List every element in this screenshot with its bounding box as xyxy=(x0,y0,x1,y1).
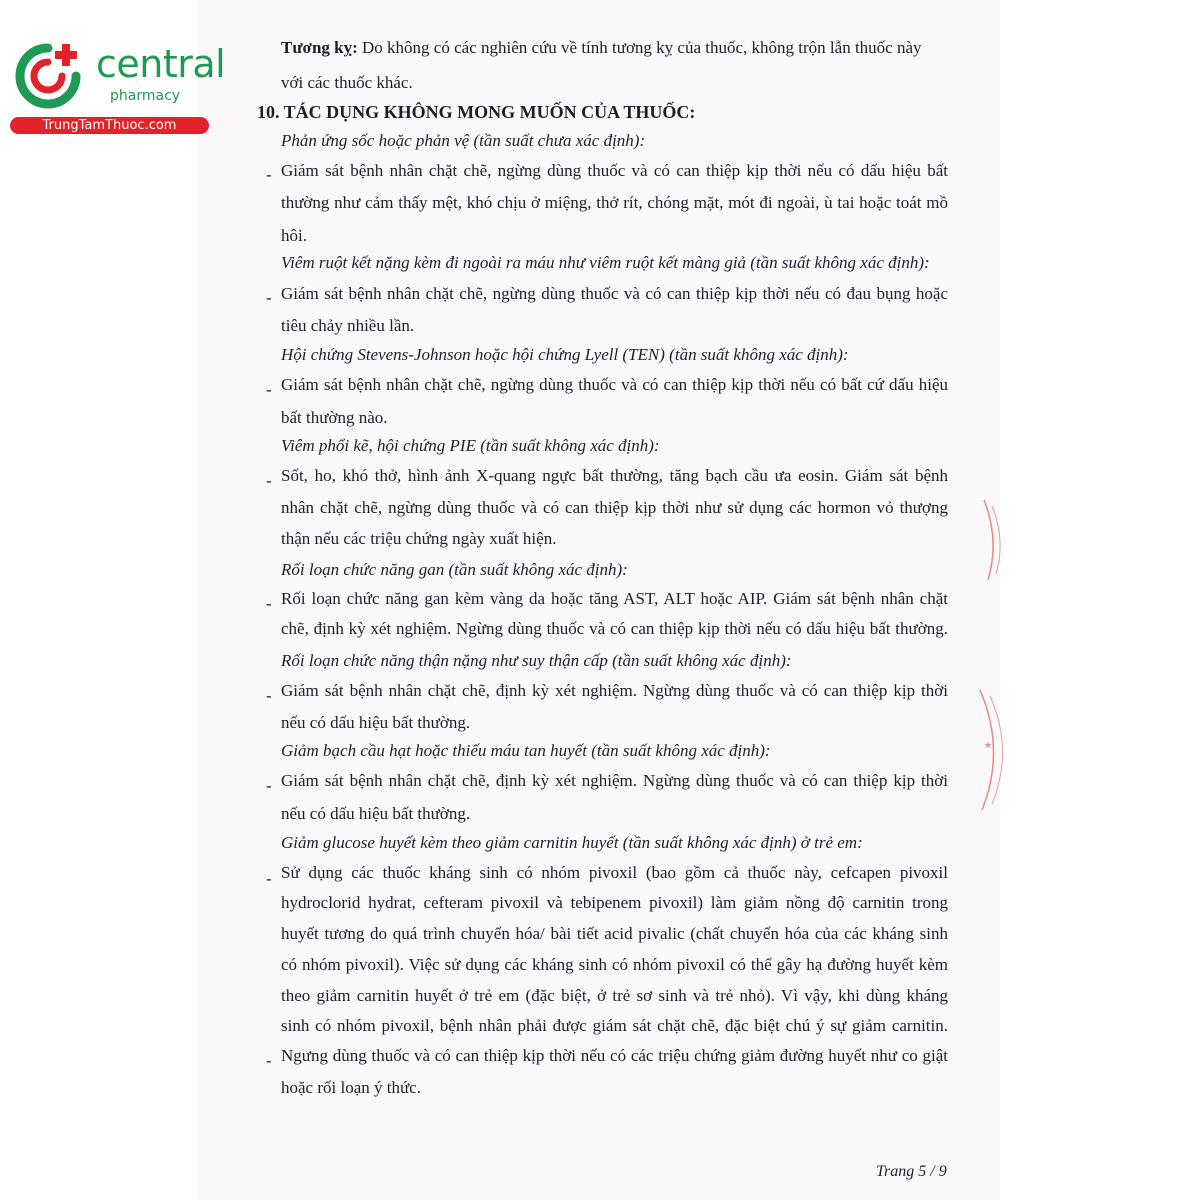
subsection-title: Rối loạn chức năng gan (tần suất không xác định): xyxy=(281,560,628,579)
subsection-title: Phản ứng sốc hoặc phản vệ (tần suất chưa xác định): xyxy=(281,131,646,150)
paragraph-line: Sốt, ho, khó thở, hình ảnh X-quang ngực bất thường, tăng bạch cầu ưa eosin. Giám sát bệnh xyxy=(281,466,948,485)
paragraph-line: hydroclorid hydrat, cefteram pivoxil và tebipenem pivoxil) làm giảm nồng độ carnitin trong xyxy=(281,893,948,912)
subsection-title: Giảm bạch cầu hạt hoặc thiếu máu tan huyết (tần suất không xác định): xyxy=(281,741,771,760)
paragraph-line: sinh có nhóm pivoxil, bệnh nhân phải được giám sát chặt chẽ, đặc biệt chú ý sự giảm carnitin. xyxy=(281,1016,948,1035)
subsection-title: Hội chứng Stevens-Johnson hoặc hội chứng Lyell (TEN) (tần suất không xác định): xyxy=(281,345,849,364)
subsection-title: Giảm glucose huyết kèm theo giảm carnitin huyết (tần suất không xác định) ở trẻ em: xyxy=(281,833,863,852)
paragraph-line: Giám sát bệnh nhân chặt chẽ, ngừng dùng thuốc và có can thiệp kịp thời nếu có dấu hiệu bất xyxy=(281,161,948,180)
bullet: - xyxy=(266,1051,272,1070)
bullet: - xyxy=(266,594,272,613)
page-number: Trang 5 / 9 xyxy=(876,1163,947,1180)
subsection-title: Rối loạn chức năng thận nặng như suy thận cấp (tần suất không xác định): xyxy=(281,651,792,670)
bullet: - xyxy=(266,686,272,705)
paragraph-line: Giám sát bệnh nhân chặt chẽ, ngừng dùng thuốc và có can thiệp kịp thời nếu có đau bụng hoặc xyxy=(281,284,948,303)
section-heading: 10. TÁC DỤNG KHÔNG MONG MUỐN CỦA THUỐC: xyxy=(257,102,696,122)
bullet: - xyxy=(266,776,272,795)
paragraph-line: bất thường nào. xyxy=(281,408,388,427)
compat-text: Do không có các nghiên cứu về tính tương kỵ của thuốc, không trộn lẫn thuốc này xyxy=(357,38,922,57)
paragraph-line: Rối loạn chức năng gan kèm vàng da hoặc tăng AST, ALT hoặc AIP. Giám sát bệnh nhân chặt xyxy=(281,589,948,608)
logo-wordmark: central xyxy=(96,42,226,86)
paragraph-line: có nhóm pivoxil). Việc sử dụng các kháng sinh có nhóm pivoxil có thể gây hạ đường huyết kèm xyxy=(281,955,948,974)
paragraph-line: Giám sát bệnh nhân chặt chẽ, định kỳ xét nghiệm. Ngừng dùng thuốc và có can thiệp kịp thời xyxy=(281,771,948,790)
paragraph-line: hoặc rối loạn ý thức. xyxy=(281,1078,421,1097)
paragraph-line: huyết tương do quá trình chuyển hóa/ bài tiết acid pivalic (chất chuyển hóa của các kháng sinh xyxy=(281,924,948,943)
bullet: - xyxy=(266,869,272,888)
paragraph-line: nếu có dấu hiệu bất thường. xyxy=(281,713,471,732)
paragraph-line: tiêu chảy nhiều lần. xyxy=(281,316,415,335)
logo-website[interactable]: TrungTamThuoc.com xyxy=(10,117,209,134)
paragraph-line: hôi. xyxy=(281,226,307,245)
compat-label: Tương kỵ: xyxy=(281,38,358,57)
paragraph-line: Giám sát bệnh nhân chặt chẽ, ngừng dùng thuốc và có can thiệp kịp thời nếu có bất cứ dấu hiệu xyxy=(281,375,948,394)
paragraph-line: nhân chặt chẽ, ngừng dùng thuốc và có can thiệp kịp thời như sử dụng các hormon vỏ thượng xyxy=(281,498,948,517)
bullet: - xyxy=(266,165,272,184)
bullet: - xyxy=(266,380,272,399)
svg-text:★: ★ xyxy=(984,741,993,751)
subsection-title: Viêm phổi kẽ, hội chứng PIE (tần suất không xác định): xyxy=(281,436,660,455)
red-seal-stamp xyxy=(970,470,1010,830)
paragraph-line: Giám sát bệnh nhân chặt chẽ, định kỳ xét nghiệm. Ngừng dùng thuốc và có can thiệp kịp thời xyxy=(281,681,948,700)
subsection-title: Viêm ruột kết nặng kèm đi ngoài ra máu như viêm ruột kết màng giả (tần suất không xác định): xyxy=(281,253,930,272)
paragraph-line: Sử dụng các thuốc kháng sinh có nhóm pivoxil (bao gồm cả thuốc này, cefcapen pivoxil xyxy=(281,863,948,882)
logo-subtitle: pharmacy xyxy=(110,88,181,104)
compat-line-1 xyxy=(281,38,922,58)
paragraph-line: theo giảm carnitin huyết ở trẻ em (đặc biệt, ở trẻ sơ sinh và trẻ nhỏ). Vì vậy, khi dùng kháng xyxy=(281,986,948,1005)
paragraph-line: thường như cảm thấy mệt, khó chịu ở miệng, thở rít, chóng mặt, mót đi ngoài, ù tai hoặc toát mồ xyxy=(281,193,948,212)
bullet: - xyxy=(266,288,272,307)
compat-line-2: với các thuốc khác. xyxy=(281,73,413,92)
paragraph-line: chẽ, định kỳ xét nghiệm. Ngừng dùng thuốc và có can thiệp kịp thời nếu có dấu hiệu bất thường. xyxy=(281,619,948,638)
paragraph-line: thận nếu các triệu chứng ngày xuất hiện. xyxy=(281,529,557,548)
paragraph-line: nếu có dấu hiệu bất thường. xyxy=(281,804,471,823)
bullet: - xyxy=(266,471,272,490)
paragraph-line: Ngưng dùng thuốc và có can thiệp kịp thời nếu có các triệu chứng giảm đường huyết như co giật xyxy=(281,1046,948,1065)
